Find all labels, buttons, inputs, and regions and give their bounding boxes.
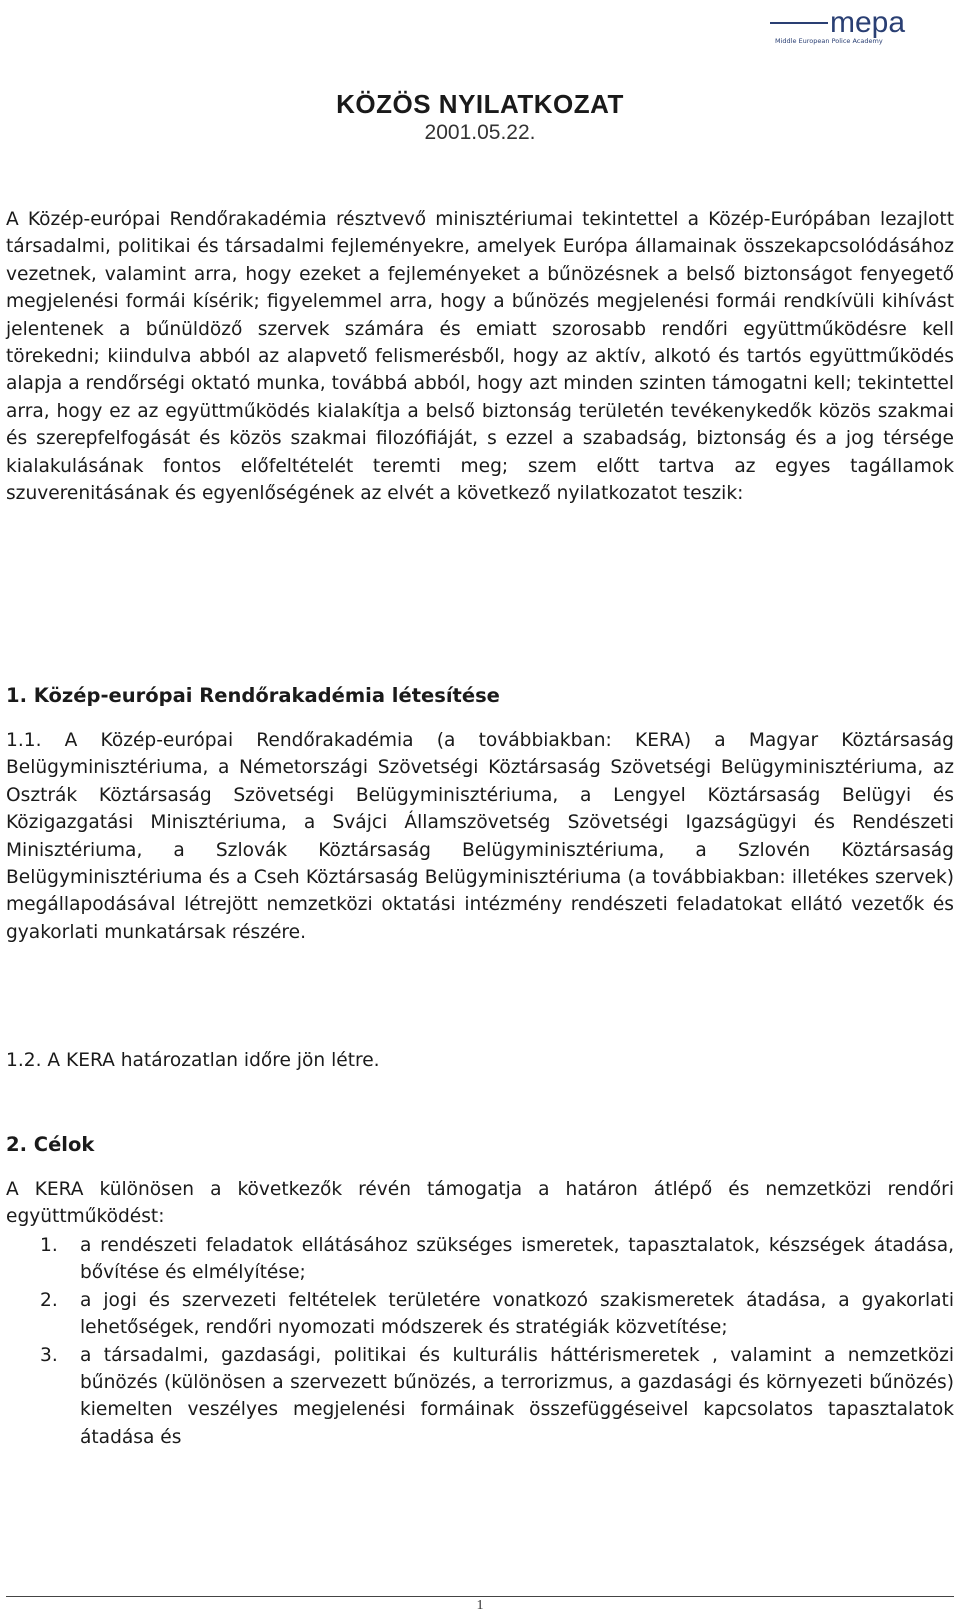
section-1-1-text: 1.1. A Közép-európai Rendőrakadémia (a továbbiakban: KERA) a Magyar Köztársaság Belügyminisztériuma, a Németországi Szövetségi Köztársaság Szövetségi Belügyminisztériuma, az Osztrák Köztársaság Szövetségi Belügyminisztériuma, a Lengyel Köztársaság Belügyi és Közigazgatási Minisztériuma, a Svájci Államszövetség Szövetségi Igazságügyi és Rendészeti Minisztériuma, a Szlovák Köztársaság Belügyminisztériuma, a Szlovén Köztársaság Belügyminisztériuma és a Cseh Köztársaság Belügyminisztériuma (a továbbiakban: illetékes szervek) megállapodásával létrejött nemzetközi oktatási intézmény rendészeti feladatokat ellátó vezetők és gyakorlati munkatársak részére. — [6, 730, 954, 943]
section-1-2-text: 1.2. A KERA határozatlan időre jön létre. — [6, 1050, 380, 1071]
preamble — [6, 206, 954, 507]
list-item-number: 2. — [40, 1289, 58, 1311]
logo-wordmark: mepa — [830, 6, 906, 39]
page-number: 1 — [476, 1598, 484, 1613]
section-1-1 — [6, 727, 954, 946]
list-item-text: a jogi és szervezeti feltételek területére vonatkozó szakismeretek átadása, a gyakorlati lehetőségek, rendőri nyomozati módszerek és stratégiák közvetítése; — [80, 1289, 954, 1339]
section-1-heading: 1. Közép-európai Rendőrakadémia létesítése — [6, 684, 500, 707]
list-item-text: a rendészeti feladatok ellátásához szükséges ismeretek, tapasztalatok, készségek átadása, bővítése és elmélyítése; — [80, 1235, 954, 1284]
header-block — [0, 88, 960, 146]
document-date: 2001.05.22. — [424, 121, 536, 144]
list-item — [6, 1232, 954, 1287]
list-item-text: a társadalmi, gazdasági, politikai és kulturális háttérismeretek , valamint a nemzetközi bűnözés (különösen a szervezett bűnözés, a terrorizmus, a gazdasági és környezeti bűnözés) kiemelten veszélyes megjelenési formáinak összefüggéseivel kapcsolatos tapasztalatok átadása és — [80, 1344, 954, 1448]
list-item-number: 3. — [40, 1344, 58, 1366]
document-title: KÖZÖS NYILATKOZAT — [336, 89, 624, 119]
mepa-logo — [770, 6, 950, 46]
list-item — [6, 1342, 954, 1452]
list-item — [6, 1287, 954, 1342]
logo-graphic — [770, 6, 950, 46]
list-item-number: 1. — [40, 1235, 58, 1256]
section-2-intro — [6, 1176, 954, 1231]
section-2-heading: 2. Célok — [6, 1133, 95, 1156]
goals-list — [6, 1232, 954, 1451]
section-2-intro-text: A KERA különösen a következők révén támogatja a határon átlépő és nemzetközi rendőri együttműködést: — [6, 1179, 954, 1228]
footer-divider — [6, 1596, 954, 1597]
preamble-text: A Közép-európai Rendőrakadémia résztvevő minisztériumai tekintettel a Közép-Európában lezajlott társadalmi, politikai és társadalmi fejleményekre, amelyek Európa államainak összekapcsolódásához vezetnek, valamint arra, hogy ezeket a fejleményeket a bűnözésnek a belső biztonságot fenyegető megjelenési formái kísérik; figyelemmel arra, hogy a bűnözés megjelenési formái rendkívüli kihívást jelentenek a bűnüldöző szervek számára és emiatt szorosabb rendőri együttműködésre kell törekedni; kiindulva abból az alapvető felismerésből, hogy az aktív, alkotó és tartós együttműködés alapja a rendőrségi oktató munka, továbbá abból, hogy azt minden szinten támogatni kell; tekintettel arra, hogy ez az együttműködés kialakítja a belső biztonság területén tevékenykedők közös szakmai és szerepfelfogását és közös szakmai filozófiáját, s ezzel a szabadság, biztonság és a jog térsége kialakulásának fontos előfeltételét teremti meg; szem előtt tartva az egyes tagállamok szuverenitásának és egyenlőségének az elvét a következő nyilatkozatot teszik: — [6, 209, 954, 505]
logo-subtitle: Middle European Police Academy — [775, 37, 883, 45]
